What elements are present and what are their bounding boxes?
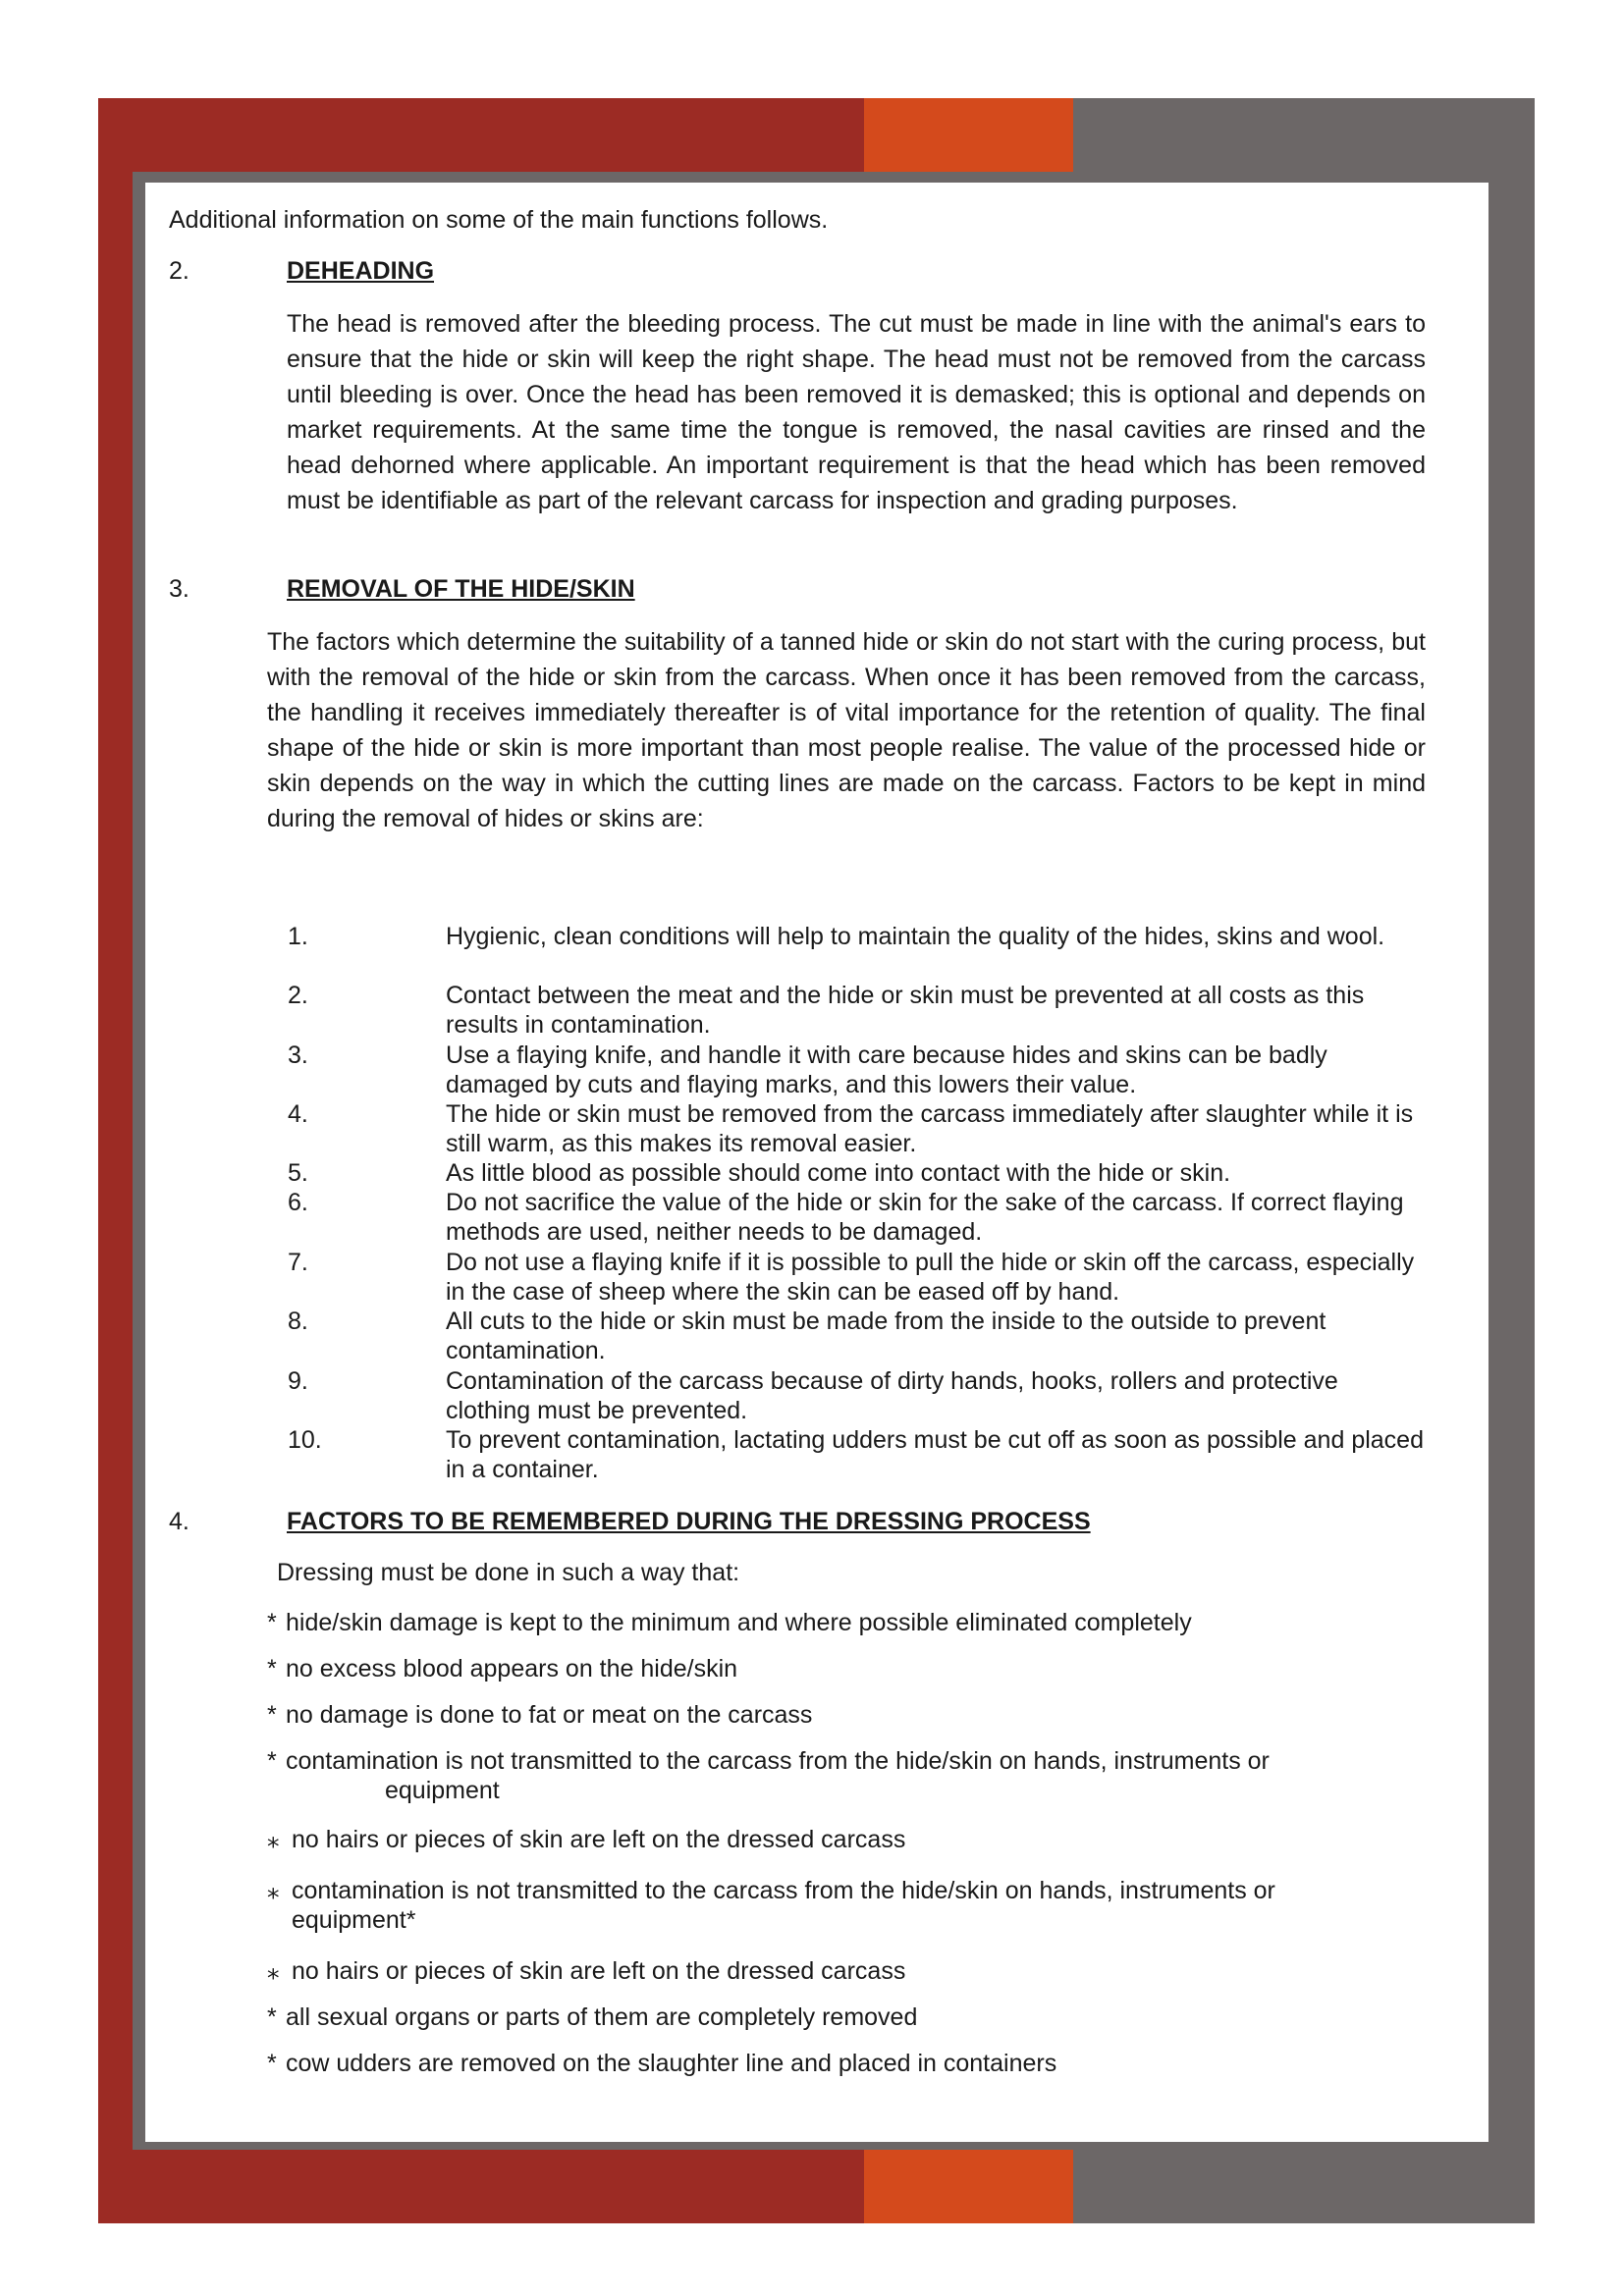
section-body-removal: The factors which determine the suitability of a tanned hide or skin do not start with the curing process, but with the removal of the hide or skin from the carcass. When once it has been removed from the carcass, the handling it receives immediately thereafter is of vital importance for the retention of quality. The final shape of the hide or skin is more important than most people realise. The value of the processed hide or skin depends on the way in which the cutting lines are made on the carcass. Factors to be kept in mind during the removal of hides or skins are: bbox=[267, 628, 1426, 832]
section-title-deheading: DEHEADING bbox=[287, 257, 435, 285]
list-item-text: Contact between the meat and the hide or skin must be prevented at all costs as this results in contamination. bbox=[446, 982, 1365, 1039]
bullet-mark: ⁎ bbox=[267, 1826, 280, 1853]
bullet-mark: ⁎ bbox=[267, 1957, 280, 1985]
bullet-mark: * bbox=[267, 1701, 277, 1729]
list-item-text: The hide or skin must be removed from the carcass immediately after slaughter while it is still warm, as this makes its removal easier. bbox=[446, 1100, 1414, 1157]
frame-top-orange bbox=[864, 98, 1073, 172]
section-body-deheading: The head is removed after the bleeding process. The cut must be made in line with the animal's ears to ensure that the hide or skin will keep the right shape. The head must not be removed from the carcass until bleeding is over. Once the head has been removed it is demasked; this is optional and depends on market requirements. At the same time the tongue is removed, the nasal cavities are rinsed and the head dehorned where applicable. An important requirement is that the head which has been removed must be identifiable as part of the relevant carcass for inspection and grading purposes. bbox=[287, 310, 1426, 514]
bullet-text: all sexual organs or parts of them are completely removed bbox=[286, 2003, 918, 2031]
section-body-dressing: Dressing must be done in such a way that: bbox=[277, 1559, 740, 1586]
frame-left-red bbox=[98, 98, 133, 2223]
bullet-mark: * bbox=[267, 2050, 277, 2077]
bullet-mark: * bbox=[267, 1655, 277, 1682]
page-content bbox=[145, 183, 1489, 2142]
list-item-number: 8. bbox=[288, 1308, 308, 1335]
bullet-text: no hairs or pieces of skin are left on the dressed carcass bbox=[292, 1957, 906, 1985]
list-item-text: To prevent contamination, lactating udders must be cut off as soon as possible and placed in a container. bbox=[446, 1426, 1424, 1483]
frame-bottom-red bbox=[98, 2150, 864, 2223]
list-item-number: 3. bbox=[288, 1041, 308, 1069]
list-item-number: 10. bbox=[288, 1426, 322, 1454]
section-number: 3. bbox=[169, 575, 189, 603]
list-item-number: 2. bbox=[288, 982, 308, 1009]
bullet-mark: ⁎ bbox=[267, 1877, 280, 1904]
list-item-number: 6. bbox=[288, 1189, 308, 1216]
list-item-text: Use a flaying knife, and handle it with care because hides and skins can be badly damaged by cuts and flaying marks, and this lowers their value. bbox=[446, 1041, 1327, 1098]
list-item-number: 4. bbox=[288, 1100, 308, 1128]
bullet-text: hide/skin damage is kept to the minimum and where possible eliminated completely bbox=[286, 1609, 1192, 1636]
frame-top-red bbox=[98, 98, 864, 172]
list-item-text: Contamination of the carcass because of dirty hands, hooks, rollers and protective clothing must be prevented. bbox=[446, 1367, 1338, 1424]
list-item-text: Do not use a flaying knife if it is possible to pull the hide or skin off the carcass, especially in the case of sheep where the skin can be eased off by hand. bbox=[446, 1249, 1415, 1306]
bullet-text: cow udders are removed on the slaughter line and placed in containers bbox=[286, 2050, 1057, 2077]
list-item-number: 7. bbox=[288, 1249, 308, 1276]
section-number: 4. bbox=[169, 1508, 189, 1535]
section-number: 2. bbox=[169, 257, 189, 285]
bullet-text: no hairs or pieces of skin are left on the dressed carcass bbox=[292, 1826, 906, 1853]
list-item-text: All cuts to the hide or skin must be made from the inside to the outside to prevent contamination. bbox=[446, 1308, 1326, 1364]
bullet-text-continuation: equipment* bbox=[292, 1906, 416, 1934]
list-item-text: As little blood as possible should come into contact with the hide or skin. bbox=[446, 1159, 1231, 1187]
frame-top-gray bbox=[1073, 98, 1535, 172]
frame-right-gray bbox=[1488, 98, 1535, 2223]
bullet-text: no excess blood appears on the hide/skin bbox=[286, 1655, 738, 1682]
list-item-text: Do not sacrifice the value of the hide or skin for the sake of the carcass. If correct flaying methods are used, neither needs to be damaged. bbox=[446, 1189, 1404, 1246]
intro-text: Additional information on some of the main functions follows. bbox=[169, 206, 829, 234]
bullet-mark: * bbox=[267, 1609, 277, 1636]
section-title-removal: REMOVAL OF THE HIDE/SKIN bbox=[287, 575, 635, 603]
list-item-number: 9. bbox=[288, 1367, 308, 1395]
list-item-number: 1. bbox=[288, 923, 308, 950]
list-item-text: Hygienic, clean conditions will help to maintain the quality of the hides, skins and wool. bbox=[446, 923, 1385, 950]
bullet-text-continuation: equipment bbox=[385, 1777, 500, 1804]
bullet-text: contamination is not transmitted to the carcass from the hide/skin on hands, instruments or bbox=[292, 1877, 1275, 1904]
frame-bottom-gray bbox=[1073, 2150, 1535, 2223]
bullet-mark: * bbox=[267, 2003, 277, 2031]
list-item-number: 5. bbox=[288, 1159, 308, 1187]
bullet-text: contamination is not transmitted to the carcass from the hide/skin on hands, instruments or bbox=[286, 1747, 1270, 1775]
bullet-mark: * bbox=[267, 1747, 277, 1775]
section-title-dressing: FACTORS TO BE REMEMBERED DURING THE DRESSING PROCESS bbox=[287, 1508, 1091, 1535]
frame-bottom-orange bbox=[864, 2150, 1073, 2223]
bullet-text: no damage is done to fat or meat on the carcass bbox=[286, 1701, 813, 1729]
